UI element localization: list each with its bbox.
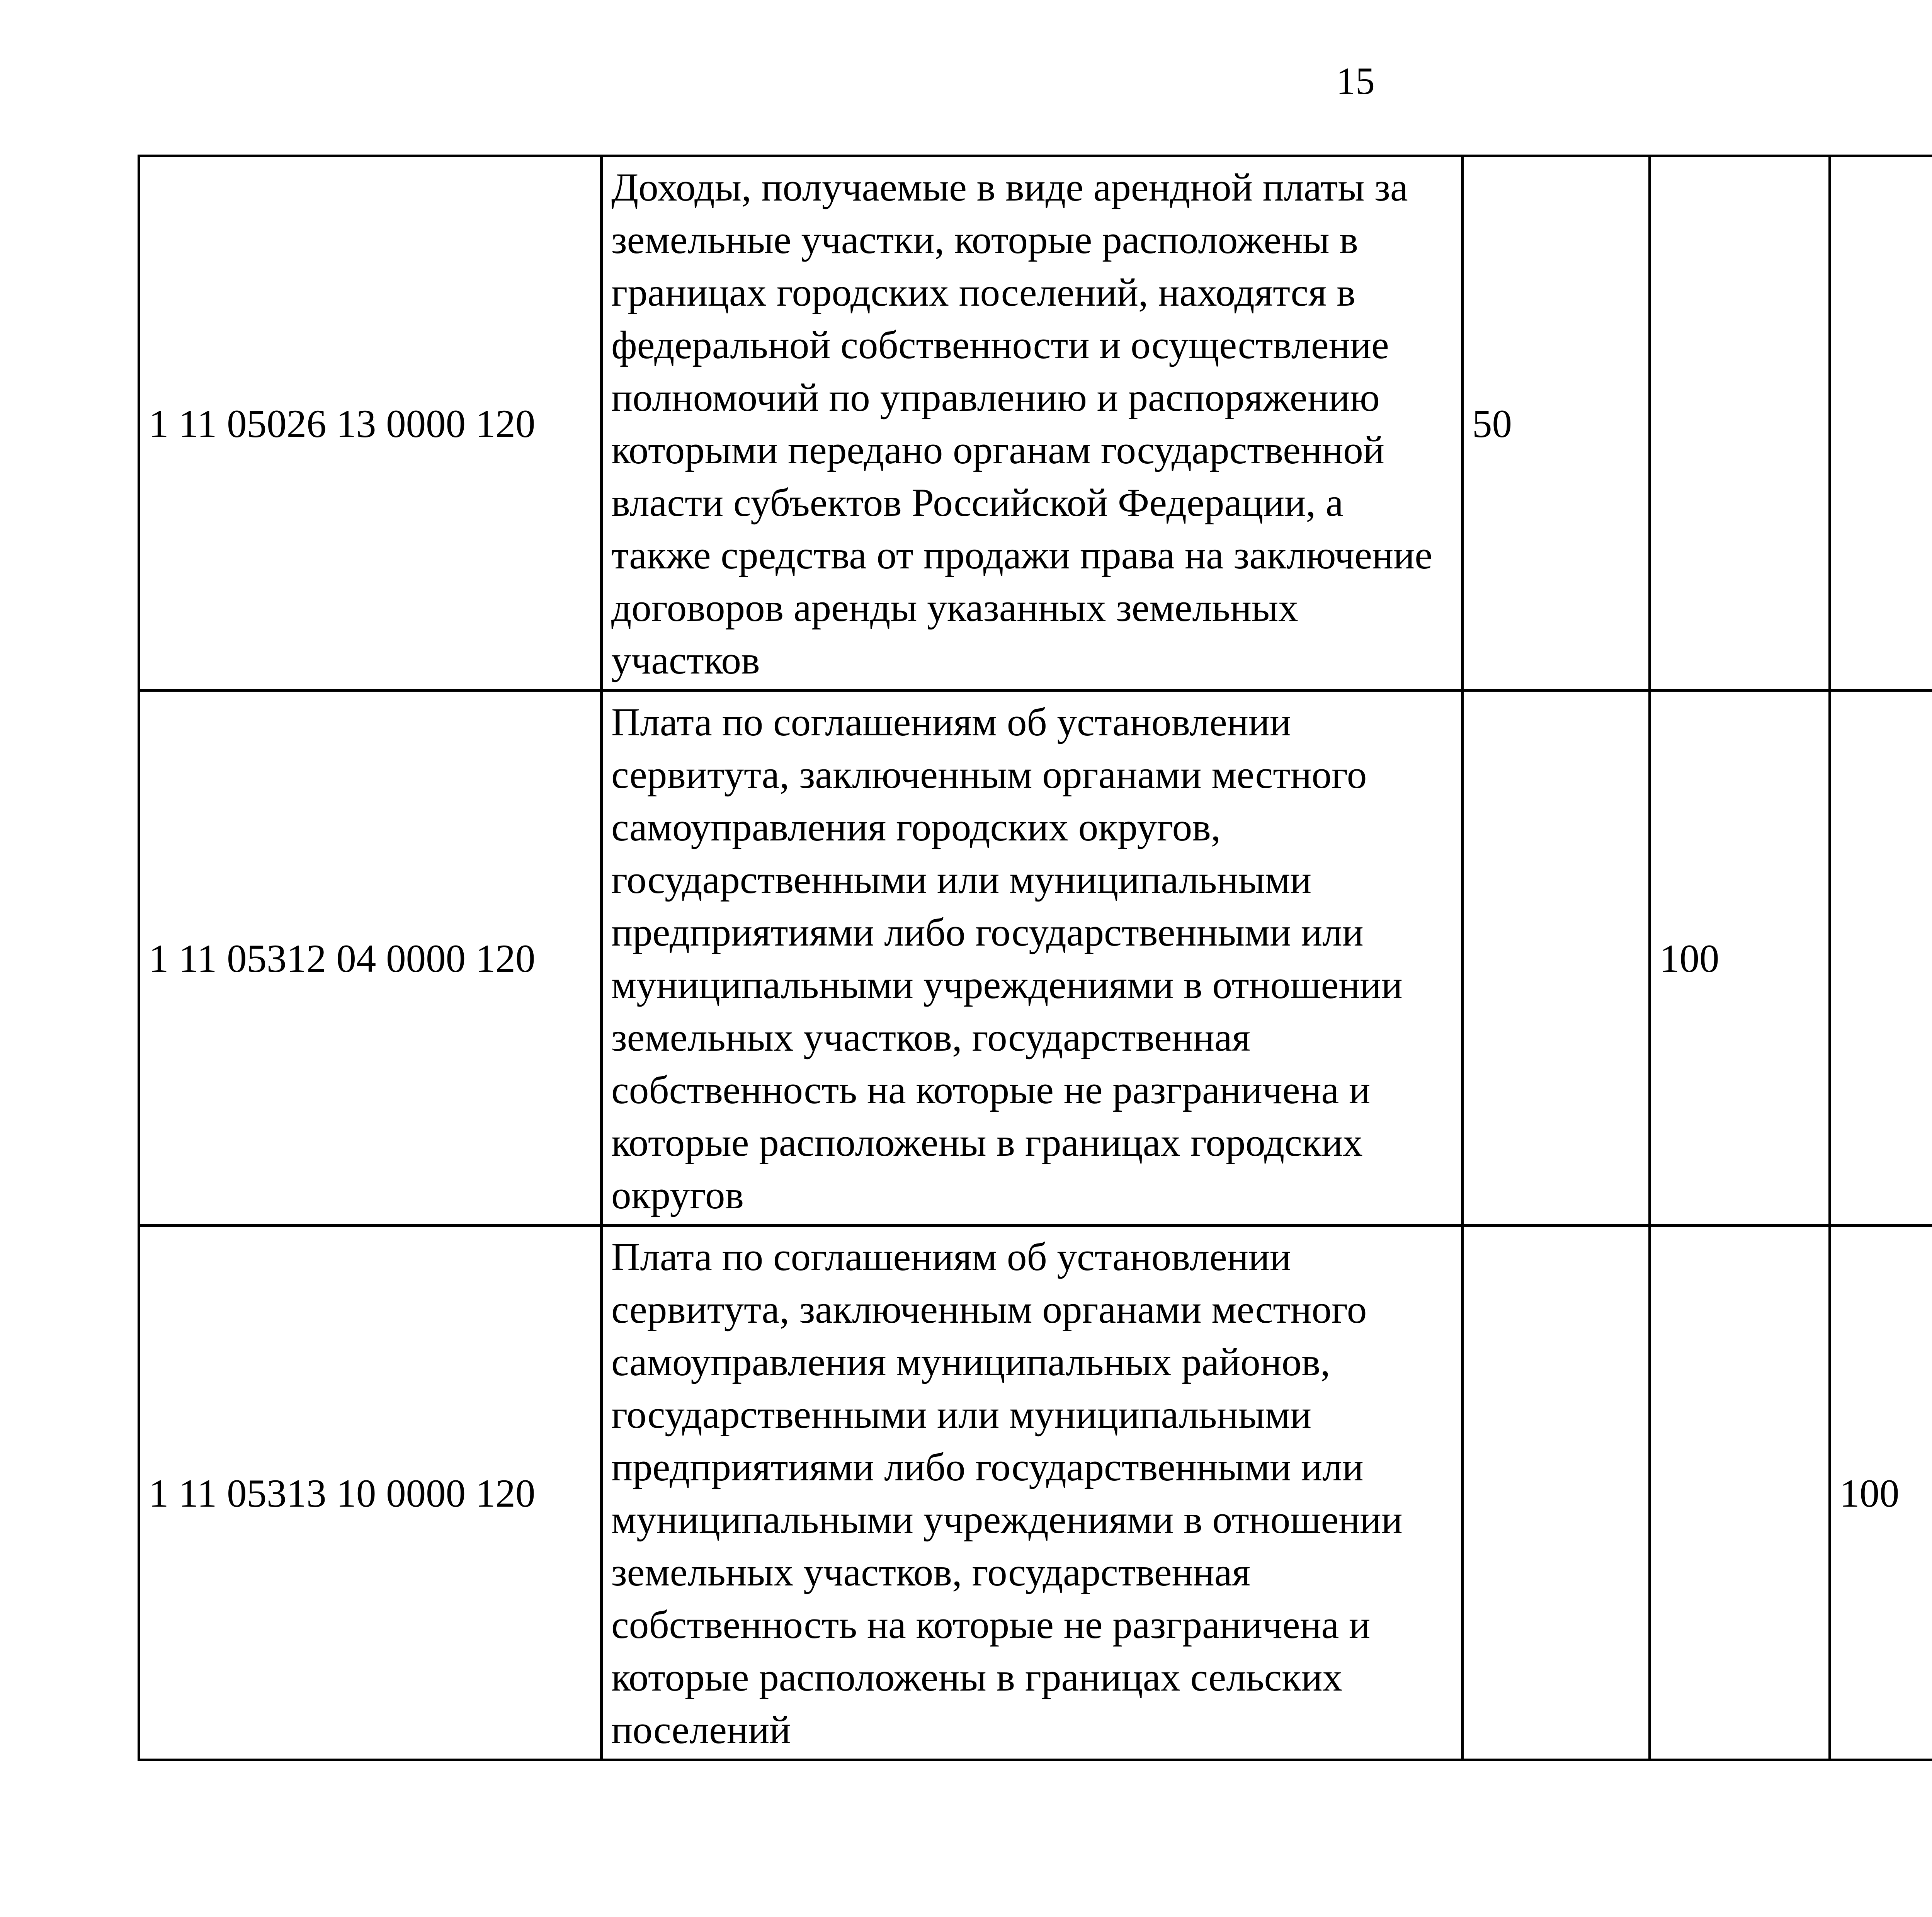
description-cell: Плата по соглашениям об установлении сервитута, заключенным органами местного самоуправления городских округов, государственными или муниципальными предприятиями либо государственными или муниципальными учреждениями в отношении земельных участков, государственная собственность на которые не разграничена и которые расположены в границах городских округов <box>602 691 1463 1226</box>
value-cell-col4 <box>1650 1226 1830 1760</box>
budget-code-cell: 1 11 05026 13 0000 120 <box>139 156 602 691</box>
table-row <box>139 691 1932 1226</box>
description-cell: Плата по соглашениям об установлении сервитута, заключенным органами местного самоуправления муниципальных районов, государственными или муниципальными предприятиями либо государственными или муниципальными учреждениями в отношении земельных участков, государственная собственность на которые не разграничена и которые расположены в границах сельских поселений <box>602 1226 1463 1760</box>
table-row <box>139 1226 1932 1760</box>
value-cell-col4: 100 <box>1650 691 1830 1226</box>
revenue-table <box>138 155 1932 1761</box>
value-cell-col5: 100 <box>1830 1226 1932 1760</box>
page-number: 15 <box>1336 60 1375 102</box>
budget-code-cell: 1 11 05312 04 0000 120 <box>139 691 602 1226</box>
value-cell-col3: 50 <box>1463 156 1650 691</box>
value-cell-col3 <box>1463 691 1650 1226</box>
table-row <box>139 156 1932 691</box>
value-cell-col3 <box>1463 1226 1650 1760</box>
value-cell-col5 <box>1830 691 1932 1226</box>
value-cell-col5 <box>1830 156 1932 691</box>
budget-code-cell: 1 11 05313 10 0000 120 <box>139 1226 602 1760</box>
value-cell-col4 <box>1650 156 1830 691</box>
description-cell: Доходы, получаемые в виде арендной платы за земельные участки, которые расположены в границах городских поселений, находятся в федеральной собственности и осуществление полномочий по управлению и распоряжению которыми передано органам государственной власти субъектов Российской Федерации, а также средства от продажи права на заключение договоров аренды указанных земельных участков <box>602 156 1463 691</box>
